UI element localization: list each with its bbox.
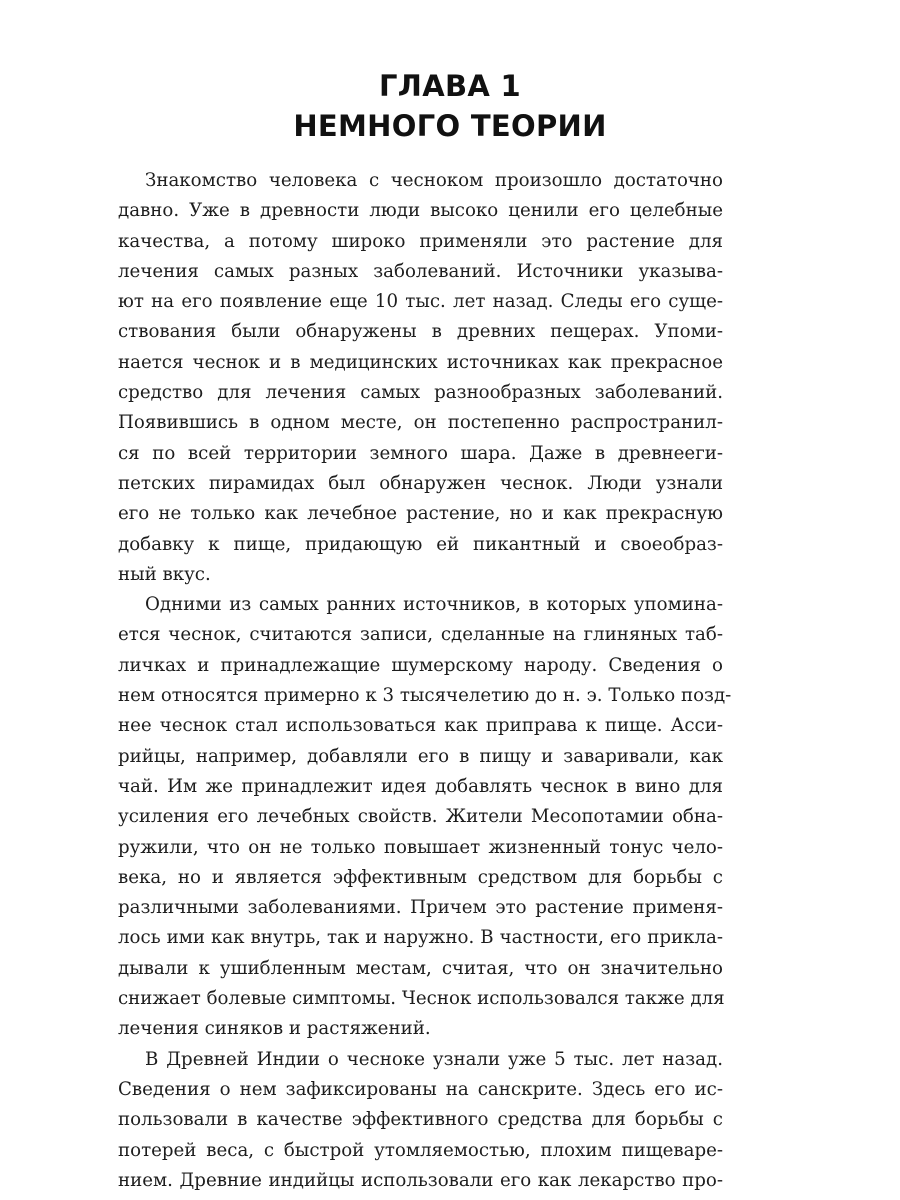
text-line: нее чеснок стал использоваться как приправа к пище. Асси-	[118, 715, 723, 737]
text-line: ружили, что он не только повышает жизненный тонус чело-	[118, 836, 723, 858]
text-line: нием. Древние индийцы использовали его как лекарство про-	[118, 1169, 723, 1191]
text-line: ют на его появление еще 10 тыс. лет назад. Следы его суще-	[118, 291, 723, 313]
text-line: века, но и является эффективным средством для борьбы с	[118, 866, 723, 888]
text-line: Знакомство человека с чесноком произошло достаточно	[145, 170, 723, 191]
text-line: ный вкус.	[118, 563, 211, 585]
text-line: личках и принадлежащие шумерскому народу. Сведения о	[118, 654, 723, 676]
text-line: Появившись в одном месте, он постепенно распространил-	[118, 412, 723, 434]
text-line: потерей веса, с быстрой утомляемостью, плохим пищеваре-	[118, 1139, 723, 1161]
text-line: В Древней Индии о чесноке узнали уже 5 тыс. лет назад.	[145, 1048, 723, 1070]
text-line: средство для лечения самых разнообразных заболеваний.	[118, 382, 723, 404]
text-line: лось ими как внутрь, так и наружно. В частности, его прикла-	[118, 927, 723, 949]
chapter-heading	[0, 66, 900, 146]
text-line: нем относятся примерно к 3 тысячелетию до н. э. Только позд-	[118, 685, 732, 707]
text-line: различными заболеваниями. Причем это растение применя-	[118, 897, 723, 919]
text-line: Сведения о нем зафиксированы на санскрите. Здесь его ис-	[118, 1078, 723, 1100]
text-line: петских пирамидах был обнаружен чеснок. Люди узнали	[118, 472, 723, 494]
text-line: лечения самых разных заболеваний. Источники указыва-	[118, 260, 723, 282]
text-line: ствования были обнаружены в древних пещерах. Упоми-	[118, 321, 723, 343]
text-line: давно. Уже в древности люди высоко ценили его целебные	[118, 200, 723, 222]
chapter-title: НЕМНОГО ТЕОРИИ	[293, 109, 607, 143]
text-line: дывали к ушибленным местам, считая, что он значительно	[118, 957, 723, 979]
chapter-number: ГЛАВА 1	[379, 69, 521, 103]
text-line: Одними из самых ранних источников, в которых упомина-	[145, 594, 723, 616]
text-line: добавку к пище, придающую ей пикантный и своеобраз-	[118, 533, 723, 555]
text-line: чай. Им же принадлежит идея добавлять чеснок в вино для	[118, 775, 723, 797]
body-text	[118, 166, 732, 1196]
text-line: снижает болевые симптомы. Чеснок использовался также для	[118, 988, 725, 1010]
text-line: усиления его лечебных свойств. Жители Месопотамии обна-	[118, 806, 723, 828]
text-line: нается чеснок и в медицинских источниках как прекрасное	[118, 351, 723, 373]
text-line: ется чеснок, считаются записи, сделанные на глиняных таб-	[118, 624, 723, 646]
text-line: качества, а потому широко применяли это растение для	[118, 230, 723, 252]
text-line: его не только как лечебное растение, но и как прекрасную	[118, 503, 723, 525]
text-line: ся по всей территории земного шара. Даже в древнееги-	[118, 442, 723, 464]
text-line: рийцы, например, добавляли его в пищу и заваривали, как	[118, 745, 723, 767]
text-line: лечения синяков и растяжений.	[118, 1018, 431, 1040]
text-line: пользовали в качестве эффективного средства для борьбы с	[118, 1109, 723, 1131]
